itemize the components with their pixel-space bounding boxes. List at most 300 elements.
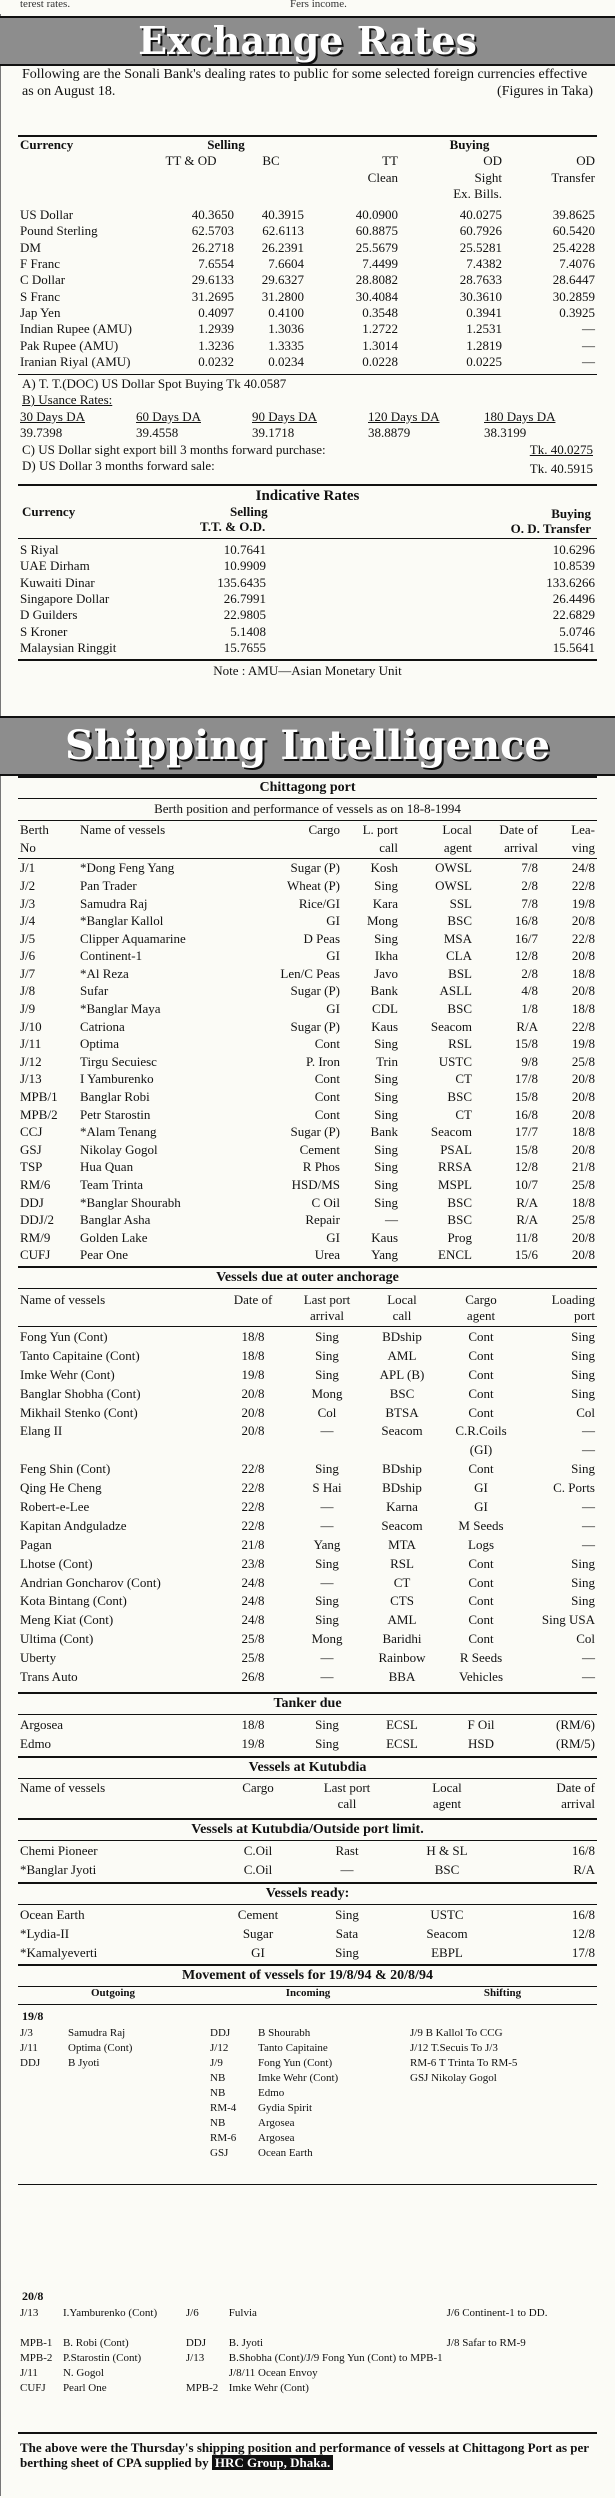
- movement-head-outgoing: Outgoing: [90, 1987, 135, 2000]
- local-agent: Baridhi: [382, 1631, 422, 1647]
- arrival-date: 1/8: [521, 1001, 538, 1017]
- usance-value-60: 39.4558: [136, 425, 179, 441]
- leaving-date: 18/8: [571, 965, 595, 981]
- cargo: Cont: [468, 1461, 494, 1477]
- indicative-head-buying-2: O. D. Transfer: [510, 521, 591, 536]
- currency-name: Singapore Dollar: [20, 591, 110, 606]
- last-port: Kara: [372, 895, 398, 911]
- arrival-date: 22/8: [241, 1517, 265, 1533]
- arrival-date: 24/8: [241, 1593, 265, 1609]
- rate-selling: 26.7991: [223, 591, 266, 606]
- last-port: CDL: [372, 1001, 398, 1017]
- movement-row: [18, 2026, 597, 2041]
- vessel-name: Ocean Earth: [20, 1906, 85, 1922]
- rate-od-transfer: 60.5420: [552, 223, 595, 239]
- rate-od-transfer: —: [582, 354, 595, 370]
- incoming-berth: RM-6: [210, 2132, 237, 2145]
- loading-port: —: [582, 1517, 595, 1533]
- vessel-name: Nikolay Gogol: [80, 1141, 158, 1157]
- last-port: —: [320, 1650, 334, 1666]
- rate-od-sight: 40.0275: [459, 207, 502, 222]
- incoming-berth: RM-4: [210, 2102, 237, 2115]
- cargo: Wheat (P): [286, 877, 340, 893]
- spot-label: A) T. T.(DOC) US Dollar Spot Buying Tk: [22, 376, 241, 391]
- berth-row: [18, 1159, 597, 1177]
- arrival-date: 17/8: [571, 1944, 595, 1960]
- cargo: Cont: [314, 1089, 340, 1105]
- outer-head-cargo: Cargo: [465, 1292, 497, 1307]
- rate-od-sight: 0.3941: [466, 305, 502, 321]
- tanker-due-title: Tanker due: [18, 1692, 597, 1715]
- outer-head-port: port: [574, 1308, 595, 1324]
- berth-row: [18, 1229, 597, 1247]
- currency-name: C Dollar: [20, 272, 66, 288]
- vessel-name: *Banglar Maya: [80, 1001, 161, 1017]
- outgoing-berth: CUFJ: [20, 2382, 46, 2395]
- last-port: Yang: [371, 1247, 398, 1263]
- ready-row: [18, 1944, 597, 1963]
- kutubdia-head-local: Local: [432, 1780, 462, 1795]
- incoming-berth: GSJ: [210, 2147, 229, 2160]
- vessel-name: Elang II: [20, 1423, 63, 1439]
- leaving-date: 20/8: [571, 1071, 595, 1087]
- col-transfer: Transfer: [551, 169, 595, 185]
- last-port: Sing: [374, 877, 398, 893]
- indicative-title: Indicative Rates: [255, 488, 360, 504]
- outer-row: [18, 1630, 597, 1649]
- movement-day-2: 20/8: [22, 2289, 44, 2303]
- outer-header: [18, 1292, 597, 1325]
- movement-row: [18, 2116, 597, 2131]
- outer-head-date: Date of: [233, 1292, 273, 1307]
- rate-selling: 22.9805: [223, 607, 266, 623]
- last-port: Kosh: [370, 860, 398, 876]
- indicative-row: [18, 608, 597, 624]
- berth-head-no: No: [20, 839, 36, 855]
- outer-row: [18, 1649, 597, 1668]
- cargo: M Seeds: [458, 1517, 504, 1533]
- berth-row: [18, 1071, 597, 1089]
- local-agent: BSC: [447, 1194, 472, 1210]
- cargo: P. Iron: [306, 1053, 340, 1069]
- outer-row: [18, 1385, 597, 1404]
- local-agent: BSC: [447, 1001, 472, 1017]
- berth-no: DDJ: [20, 1194, 44, 1210]
- arrival-date: 18/8: [241, 1716, 265, 1732]
- vessel-name: Fong Yun (Cont): [20, 1328, 108, 1344]
- exchange-row: [18, 355, 597, 371]
- incoming-vessel: Ocean Earth: [258, 2147, 313, 2160]
- incoming-berth: [184, 2366, 227, 2381]
- cargo: GI: [474, 1480, 488, 1496]
- berth-row: [18, 1194, 597, 1212]
- vessel-name: Clipper Aquamarine: [80, 930, 186, 946]
- vessel-name: Petr Starostin: [80, 1106, 151, 1122]
- cargo: Sugar: [242, 1925, 274, 1941]
- last-port: Sing: [374, 1194, 398, 1210]
- berth-row: [18, 1106, 597, 1124]
- local-agent: Seacom: [430, 1018, 472, 1034]
- arrival-date: 15/8: [514, 1036, 538, 1052]
- last-port: Bank: [370, 983, 398, 999]
- berth-no: CCJ: [20, 1124, 43, 1140]
- incoming-berth: NB: [210, 2087, 226, 2100]
- local-agent: MSPL: [438, 1177, 472, 1193]
- local-agent: CT: [393, 1574, 411, 1590]
- local-agent: Seacom: [426, 1925, 468, 1941]
- outer-head-name: Name of vessels: [20, 1292, 106, 1307]
- vessel-name: Chemi Pioneer: [20, 1842, 98, 1858]
- movement-row: [18, 2321, 597, 2336]
- shifting: [445, 2351, 597, 2366]
- movement-header: [18, 1986, 597, 2001]
- tankers-row: [18, 1716, 597, 1735]
- usance-head-60: 60 Days DA: [136, 409, 201, 424]
- arrival-date: 20/8: [241, 1404, 265, 1420]
- last-port: —: [340, 1861, 354, 1877]
- rate-buying: 26.4496: [552, 591, 595, 606]
- local-agent: H & SL: [426, 1842, 468, 1858]
- cargo: Cont: [468, 1404, 494, 1420]
- shifting: [408, 2086, 597, 2101]
- incoming-vessel: Imke Wehr (Cont): [228, 2382, 309, 2395]
- leaving-date: 19/8: [571, 895, 595, 911]
- outgoing-vessel: [66, 2116, 208, 2131]
- last-port: Sing: [315, 1461, 339, 1477]
- local-agent: BSC: [389, 1385, 415, 1401]
- loading-port: Sing: [571, 1593, 595, 1609]
- cargo: Cont: [468, 1366, 494, 1382]
- outgoing-vessel: [66, 2086, 208, 2101]
- footer-source: HRC Group, Dhaka.: [212, 2455, 333, 2470]
- loading-port: —: [582, 1498, 595, 1514]
- vessel-name: Continent-1: [80, 948, 143, 964]
- vessel-name: Trans Auto: [20, 1669, 78, 1684]
- local-agent: Prog: [447, 1229, 472, 1245]
- forward-purchase-label: C) US Dollar sight export bill 3 months forward purchase:: [22, 442, 326, 457]
- leaving-date: 22/8: [571, 1018, 595, 1034]
- outside-port-table: [18, 1842, 597, 1880]
- indicative-top-rule: [18, 484, 597, 486]
- rate-od-sight: 0.0225: [466, 354, 502, 370]
- berth-row: [18, 1247, 597, 1265]
- local-agent: APL (B): [379, 1366, 425, 1382]
- ready-row: [18, 1906, 597, 1925]
- last-port: Mong: [311, 1631, 343, 1647]
- leaving-date: 20/8: [571, 1141, 595, 1157]
- rate-tt-od: 1.2939: [198, 321, 234, 337]
- outer-head-loading: Loading: [551, 1292, 595, 1307]
- rate-tt-clean: 1.3014: [362, 338, 398, 353]
- arrival-date: 12/8: [571, 1925, 595, 1941]
- rate-bc: 62.6113: [262, 223, 304, 239]
- last-port: Sing: [374, 1071, 398, 1087]
- arrival-date: 12/8: [514, 1159, 538, 1175]
- shifting: J/9 B Kallol To CCG: [410, 2027, 503, 2040]
- arrival-date: 2/8: [521, 877, 538, 893]
- exchange-header: [18, 137, 597, 203]
- incoming-vessel: Imke Wehr (Cont): [258, 2072, 339, 2085]
- currency-name: Pound Sterling: [20, 223, 98, 239]
- berth-head-lport: L. port: [362, 822, 398, 838]
- arrival-date: 12/8: [514, 948, 538, 964]
- last-port: Mong: [311, 1385, 343, 1401]
- col-od-sight: OD: [483, 153, 502, 169]
- local-agent: Seacom: [381, 1423, 423, 1439]
- incoming-berth: MPB-2: [185, 2382, 219, 2395]
- cargo: C.Oil: [243, 1861, 273, 1877]
- vessel-name: Feng Shin (Cont): [20, 1461, 111, 1477]
- cargo: HSD: [467, 1735, 494, 1751]
- vessel-name: Golden Lake: [80, 1229, 148, 1245]
- outer-row: [18, 1611, 597, 1630]
- vessel-name: Robert-e-Lee: [20, 1498, 90, 1514]
- berth-caption: Berth position and performance of vessels as on 18-8-1994: [154, 801, 461, 816]
- exchange-row: [18, 273, 597, 289]
- usance-head-90: 90 Days DA: [252, 409, 317, 424]
- outer-anchorage-title: Vessels due at outer anchorage: [18, 1266, 597, 1289]
- cargo: R Phos: [302, 1159, 340, 1175]
- outgoing-vessel: Pearl One: [62, 2382, 107, 2395]
- arrival-date: 18/8: [241, 1328, 265, 1344]
- arrival-date: R/A: [573, 1861, 595, 1877]
- outer-row: [18, 1517, 597, 1536]
- outgoing-berth: MPB-2: [20, 2352, 53, 2365]
- cargo: D Peas: [303, 930, 340, 946]
- berth-header: [18, 822, 597, 857]
- incoming-berth: [184, 2321, 227, 2336]
- outgoing-berth: J/13: [20, 2307, 39, 2320]
- last-port: Sing: [315, 1555, 339, 1571]
- cargo: Cement: [299, 1141, 340, 1157]
- last-port: Javo: [374, 965, 398, 981]
- cargo: GI: [326, 1001, 340, 1017]
- berth-row: [18, 1089, 597, 1107]
- vessel-name: Pan Trader: [80, 877, 137, 893]
- berth-head-cargo: Cargo: [308, 822, 340, 838]
- berth-row: [18, 1212, 597, 1230]
- cargo: GI: [474, 1498, 488, 1514]
- leaving-date: 20/8: [571, 1247, 595, 1263]
- arrival-date: 20/8: [241, 1385, 265, 1401]
- local-agent: BDship: [382, 1328, 422, 1344]
- usance-table: [18, 409, 597, 442]
- outgoing-berth: [18, 2321, 61, 2336]
- exchange-row: [18, 289, 597, 305]
- usance-value-120: 38.8879: [368, 425, 411, 441]
- fragment-right: Fers income.: [290, 0, 347, 10]
- outgoing-berth: [18, 2071, 66, 2086]
- leaving-date: 24/8: [571, 860, 595, 876]
- last-port: Kaus: [371, 1018, 398, 1034]
- last-port: Sing: [374, 1089, 398, 1105]
- chittagong-port-title: Chittagong port: [18, 776, 597, 799]
- local-agent: ASLL: [439, 983, 472, 999]
- berth-no: RM/6: [20, 1177, 51, 1193]
- indicative-row: [18, 640, 597, 656]
- cargo: GI: [326, 1229, 340, 1245]
- local-agent: BDship: [382, 1480, 422, 1496]
- vessel-name: Sufar: [80, 983, 109, 999]
- shifting: [408, 2101, 597, 2116]
- indicative-row: [18, 575, 597, 591]
- forward-sale-label: D) US Dollar 3 months forward sale:: [22, 458, 215, 473]
- last-port: Rast: [335, 1842, 359, 1858]
- kutubdia-head-cargo: Cargo: [242, 1780, 274, 1795]
- cargo: Cont: [468, 1593, 494, 1609]
- rate-selling: 10.9909: [223, 558, 266, 574]
- rate-od-transfer: 39.8625: [552, 207, 595, 222]
- incoming-berth: NB: [210, 2117, 226, 2130]
- berth-head-leaving: Lea-: [571, 822, 595, 838]
- local-agent: CT: [455, 1106, 472, 1122]
- local-agent: ECSL: [386, 1716, 418, 1732]
- vessel-name: [18, 1441, 214, 1460]
- vessel-name: Meng Kiat (Cont): [20, 1612, 114, 1628]
- arrival-date: 23/8: [241, 1555, 265, 1571]
- rate-od-transfer: —: [582, 338, 595, 353]
- rate-buying: 22.6829: [552, 607, 595, 623]
- shifting: J/8 Safar to RM-9: [446, 2337, 526, 2350]
- loading-port: Sing USA: [541, 1612, 595, 1628]
- vessel-name: Andrian Goncharov (Cont): [20, 1574, 161, 1590]
- indicative-row: [18, 558, 597, 574]
- berth-head-rule: [18, 858, 597, 859]
- exchange-row: [18, 256, 597, 272]
- local-agent: RSL: [448, 1036, 472, 1052]
- rate-tt-od: 1.3236: [198, 338, 234, 353]
- currency-name: Iranian Riyal (AMU): [20, 354, 131, 370]
- rate-tt-clean: 28.8082: [355, 272, 398, 288]
- vessel-name: Banglar Asha: [80, 1212, 151, 1228]
- last-port: Mong: [366, 913, 398, 929]
- last-port: —: [320, 1498, 334, 1514]
- cargo: Cont: [468, 1612, 494, 1628]
- leaving-date: 25/8: [571, 1053, 595, 1069]
- vessel-name: Edmo: [20, 1735, 52, 1751]
- leaving-date: 25/8: [571, 1212, 595, 1228]
- berth-head-agent: agent: [443, 839, 472, 855]
- indicative-bottom-rule: [18, 659, 597, 661]
- vessel-name: *Kamalyeverti: [20, 1944, 98, 1960]
- shifting: [445, 2366, 597, 2381]
- rate-tt-od: 0.4097: [198, 305, 234, 321]
- rate-od-transfer: 7.4076: [559, 256, 595, 271]
- berth-no: J/3: [20, 895, 36, 911]
- vessel-name: Hua Quan: [80, 1159, 134, 1175]
- cargo: Repair: [305, 1212, 340, 1228]
- rate-bc: 1.3036: [268, 321, 304, 337]
- rate-buying: 133.6266: [546, 574, 595, 590]
- leaving-date: 20/8: [571, 1106, 595, 1122]
- local-agent: BTSA: [385, 1404, 419, 1420]
- kutubdia-head-agent: agent: [432, 1796, 462, 1812]
- local-agent: Karna: [386, 1498, 418, 1514]
- outer-row: [18, 1479, 597, 1498]
- local-agent: AML: [387, 1612, 417, 1628]
- currency-name: Kuwaiti Dinar: [20, 574, 95, 590]
- vessels-ready-table: [18, 1906, 597, 1963]
- incoming-vessel: B Shourabh: [258, 2027, 311, 2040]
- last-port: Sata: [335, 1925, 359, 1941]
- footer-text: The above were the Thursday's shipping position and performance of vessels at Chittagong Port as per berthing sheet of CPA supplied by: [20, 2440, 589, 2470]
- last-port: Yang: [313, 1536, 341, 1552]
- currency-name: US Dollar: [20, 207, 74, 222]
- outer-row: [18, 1328, 597, 1347]
- berth-no: J/12: [20, 1053, 42, 1069]
- cargo: GI: [251, 1944, 265, 1960]
- cargo: Len/C Peas: [280, 965, 340, 981]
- last-port: Sing: [315, 1328, 339, 1344]
- indicative-head-buying: Buying: [551, 506, 591, 521]
- movement-row: [18, 2131, 597, 2146]
- berth-head-berth: Berth: [20, 822, 49, 838]
- berth-row: [18, 1001, 597, 1019]
- loading-port: Sing: [571, 1574, 595, 1590]
- arrival-date: 17/7: [514, 1124, 538, 1140]
- header-buying: Buying: [449, 137, 490, 152]
- shipping-footer: [20, 2440, 595, 2470]
- col-sight: Sight: [474, 169, 502, 185]
- local-agent: BSC: [434, 1861, 460, 1877]
- arrival-date: 16/8: [571, 1842, 595, 1858]
- arrival-date: 17/8: [514, 1071, 538, 1087]
- cargo: C Oil: [311, 1194, 340, 1210]
- outer-row: [18, 1574, 597, 1593]
- loading-port: C. Ports: [553, 1480, 595, 1496]
- movement-row: [18, 2056, 597, 2071]
- vessel-name: Argosea: [20, 1716, 64, 1732]
- outgoing-vessel: [66, 2146, 208, 2161]
- leaving-date: 20/8: [571, 1229, 595, 1245]
- rate-tt-od: 7.6554: [198, 256, 234, 271]
- outgoing-berth: J/11: [20, 2042, 38, 2055]
- movement-day-1: 19/8: [22, 2009, 44, 2023]
- vessel-name: Pagan: [20, 1536, 52, 1552]
- local-agent: USTC: [430, 1906, 464, 1922]
- local-agent: SSL: [449, 895, 472, 911]
- footer-rule: [18, 2432, 597, 2434]
- header-selling: Selling: [207, 137, 245, 152]
- usance-head-30: 30 Days DA: [20, 409, 85, 424]
- loading-port: Sing: [571, 1328, 595, 1344]
- outer-row: [18, 1498, 597, 1517]
- rate-tt-od: 62.5703: [191, 223, 234, 239]
- leaving-date: 20/8: [571, 983, 595, 999]
- currency-name: Jap Yen: [20, 305, 61, 321]
- loading-port: —: [582, 1536, 595, 1552]
- berth-row: [18, 930, 597, 948]
- local-agent: BSC: [447, 1089, 472, 1105]
- rate-buying: 5.0746: [559, 623, 595, 639]
- outer-row: [18, 1536, 597, 1555]
- last-port: —: [320, 1517, 334, 1533]
- movement-head-incoming: Incoming: [285, 1987, 331, 2000]
- movement-title: Movement of vessels for 19/8/94 & 20/8/94: [18, 1964, 597, 1987]
- shifting: GSJ Nikolay Gogol: [410, 2072, 497, 2085]
- outgoing-vessel: I.Yamburenko (Cont): [62, 2307, 158, 2320]
- rate-tt-od: 40.3650: [191, 207, 234, 222]
- loading-port: Col: [576, 1631, 595, 1647]
- incoming-vessel: B. Jyoti: [228, 2337, 264, 2350]
- rate-bc: 7.6604: [268, 256, 304, 271]
- outgoing-vessel: B. Robi (Cont): [62, 2337, 129, 2350]
- rate-selling: 10.7641: [223, 542, 266, 557]
- leaving-date: 22/8: [571, 930, 595, 946]
- last-port: Ikha: [374, 948, 398, 964]
- cargo: Sugar (P): [290, 983, 340, 999]
- local-agent: USTC: [438, 1053, 472, 1069]
